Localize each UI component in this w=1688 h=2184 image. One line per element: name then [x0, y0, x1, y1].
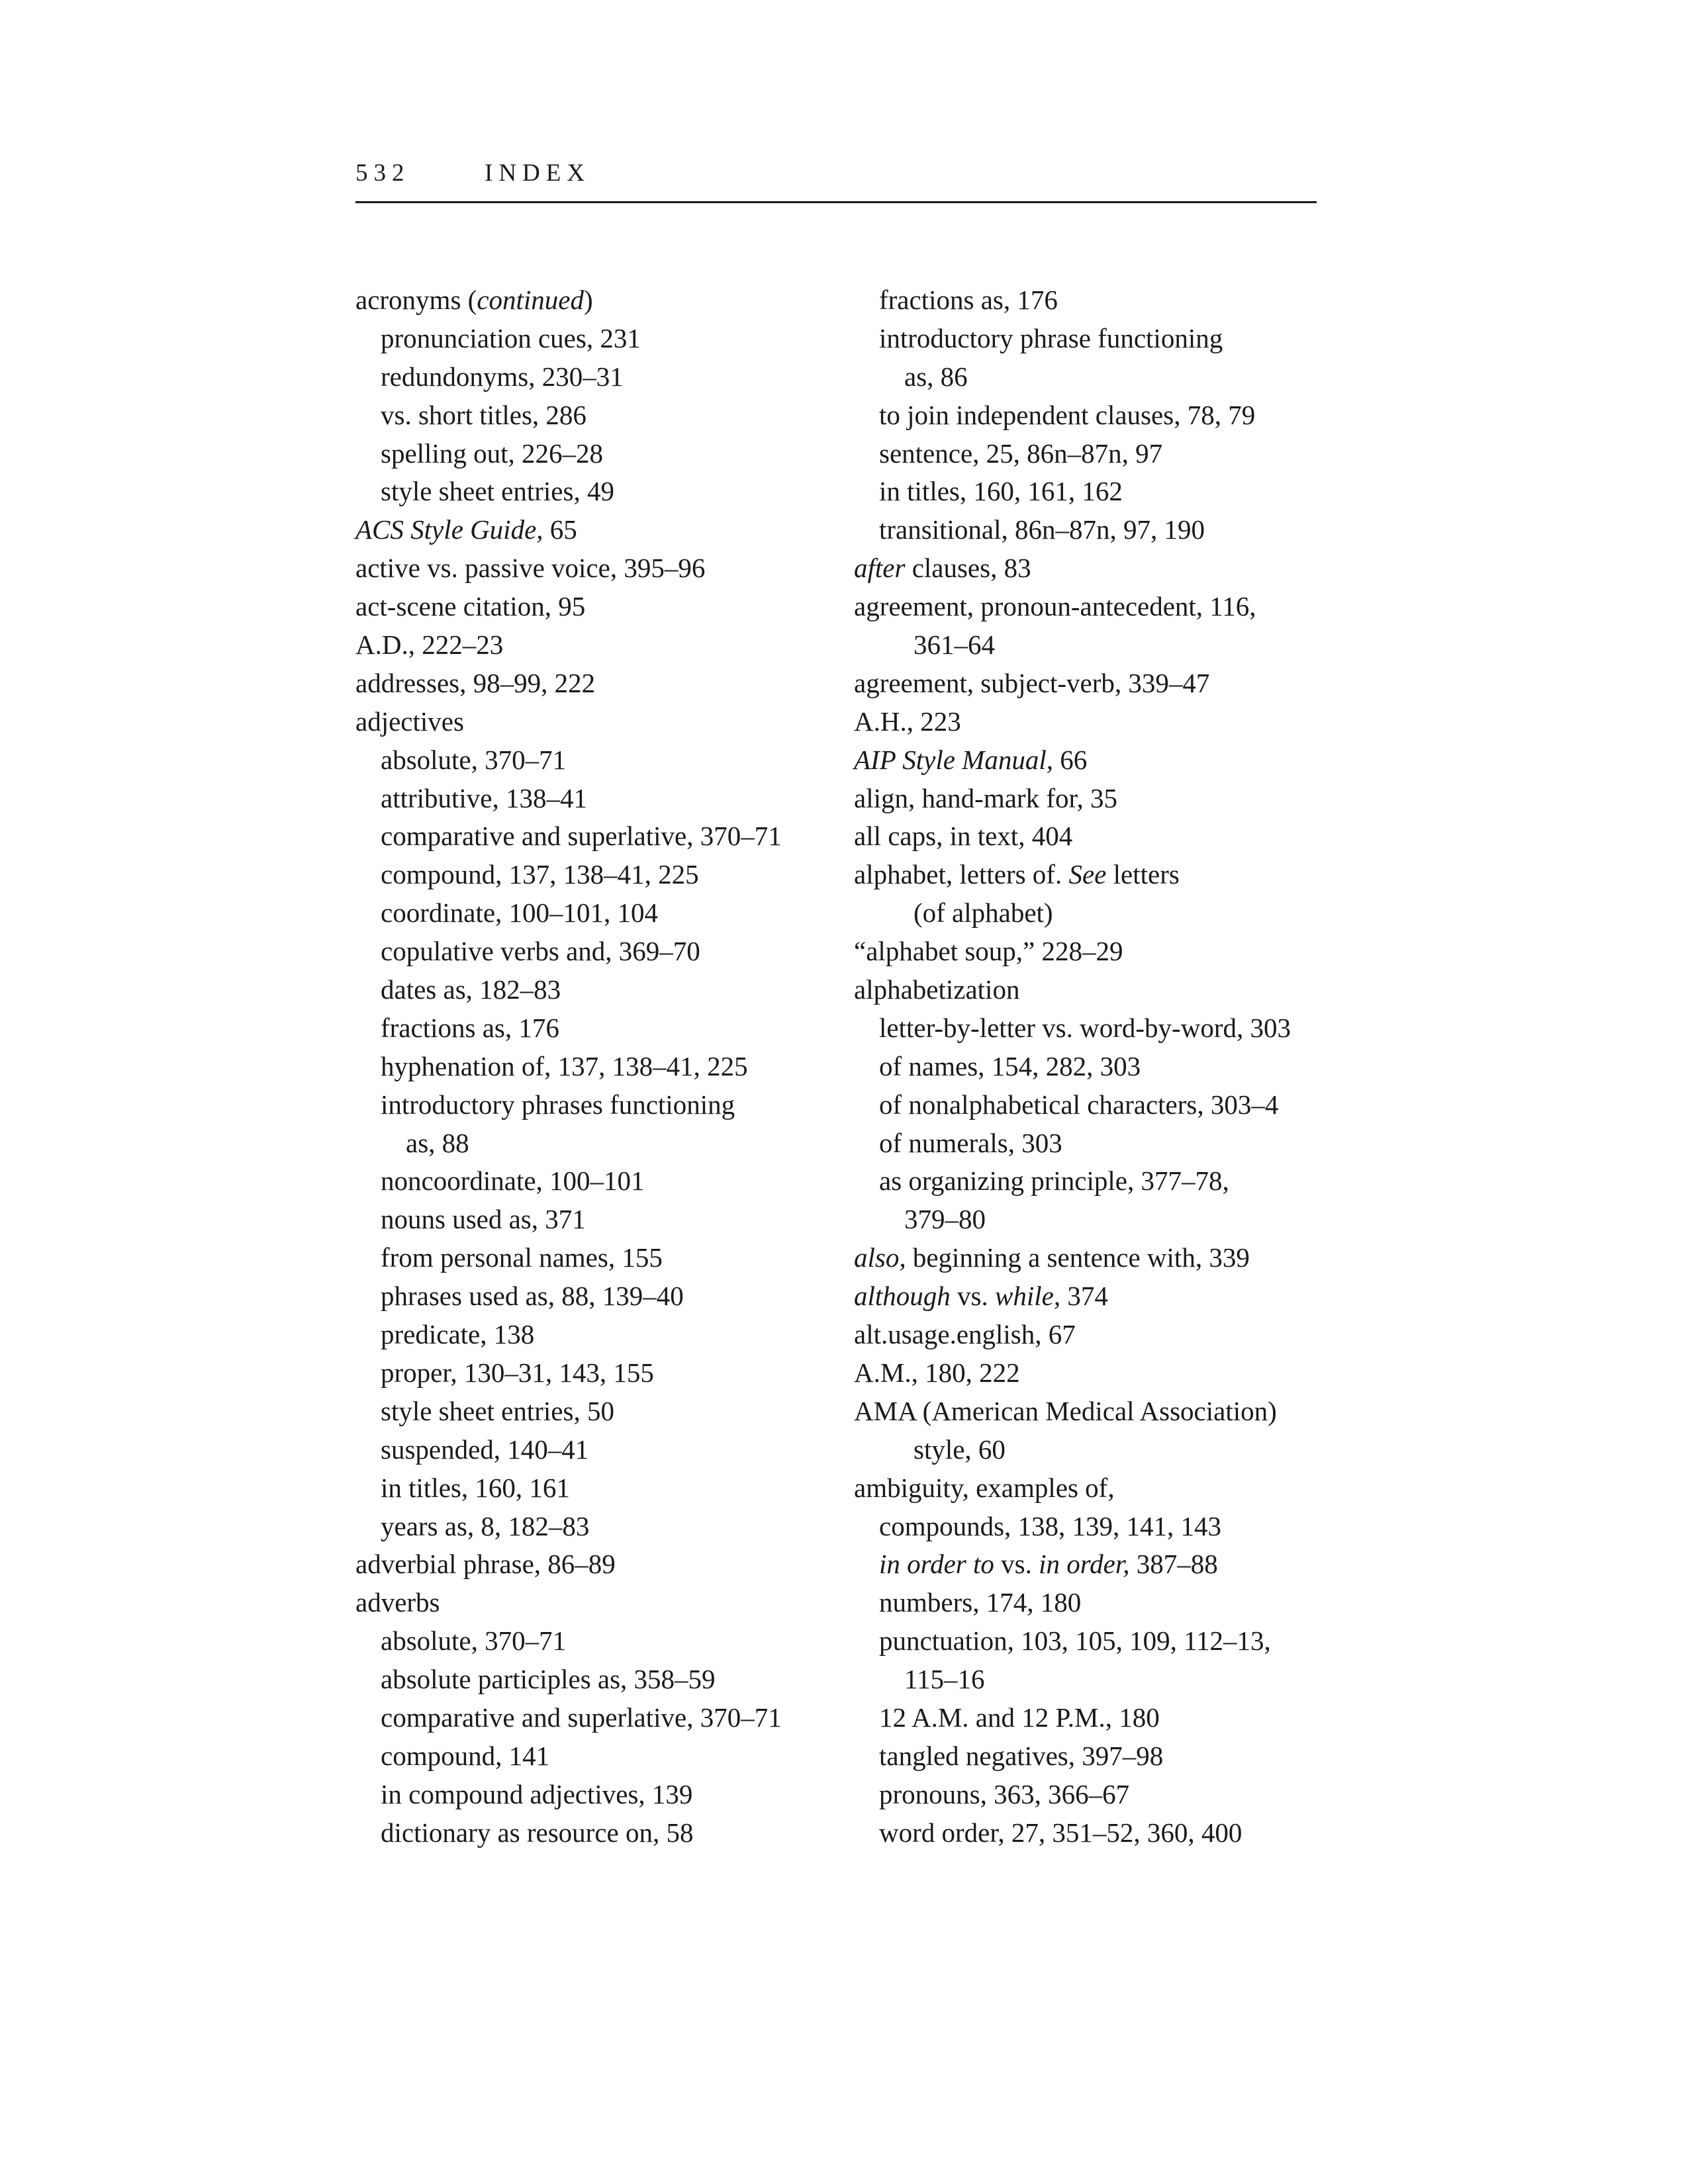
entry-text: alphabet, letters of. [854, 859, 1069, 890]
entry-text: word order, 27, 351–52, 360, 400 [879, 1817, 1243, 1848]
entry-text: in order to [879, 1549, 994, 1580]
index-subentry [355, 1086, 865, 1124]
entry-text: AIP Style Manual, [854, 744, 1053, 775]
index-subentry [355, 1814, 865, 1852]
index-subentry [355, 1124, 865, 1163]
entry-text: from personal names, 155 [381, 1242, 663, 1273]
entry-text: transitional, 86n–87n, 97, 190 [879, 514, 1205, 545]
entry-text: See [1068, 859, 1107, 890]
entry-text: all caps, in text, 404 [854, 821, 1073, 852]
index-subentry [355, 396, 865, 435]
entry-text: ) [584, 285, 593, 315]
entry-text: 115–16 [904, 1664, 985, 1695]
index-subentry [854, 1661, 1364, 1699]
index-entry [355, 664, 865, 703]
entry-text: spelling out, 226–28 [381, 437, 603, 469]
entry-text: letter-by-letter vs. word-by-word, 303 [879, 1012, 1291, 1043]
index-subentry [854, 626, 1364, 664]
entry-text: absolute, 370–71 [381, 1625, 567, 1657]
index-subentry [854, 281, 1364, 320]
index-subentry [854, 1622, 1364, 1661]
index-subentry [355, 1239, 865, 1277]
entry-text: introductory phrases functioning [381, 1089, 735, 1120]
index-entry [355, 1545, 865, 1584]
entry-text: as organizing principle, 377–78, [879, 1165, 1229, 1197]
entry-text: alphabetization [854, 974, 1020, 1005]
index-entry [854, 703, 1364, 741]
entry-text: ACS Style Guide, [355, 514, 543, 545]
entry-text: pronouns, 363, 366–67 [879, 1778, 1130, 1809]
entry-text: style, 60 [914, 1433, 1006, 1465]
index-subentry [854, 1009, 1364, 1048]
entry-text: in titles, 160, 161 [381, 1472, 570, 1503]
entry-text: introductory phrase functioning [879, 322, 1223, 353]
entry-text: numbers, 174, 180 [879, 1587, 1082, 1618]
index-subentry [854, 1508, 1364, 1546]
entry-text: of names, 154, 282, 303 [879, 1050, 1141, 1081]
index-subentry [355, 1354, 865, 1392]
entry-text: as, 86 [904, 361, 968, 392]
entry-text: after [854, 553, 906, 584]
entry-text: A.D., 222–23 [355, 629, 504, 660]
entry-text: comparative and superlative, 370–71 [381, 1702, 782, 1733]
index-subentry [355, 1661, 865, 1699]
entry-text: adjectives [355, 705, 464, 737]
index-subentry [854, 1699, 1364, 1737]
entry-text: nouns used as, 371 [381, 1204, 586, 1235]
index-subentry [355, 856, 865, 894]
entry-text: although [854, 1281, 951, 1312]
entry-text: suspended, 140–41 [381, 1433, 589, 1465]
index-subentry [355, 894, 865, 933]
entry-text: 361–64 [914, 629, 995, 660]
index-column-left [355, 281, 865, 1852]
entry-text: pronunciation cues, 231 [381, 322, 641, 353]
index-subentry [854, 1545, 1364, 1584]
index-entry [854, 933, 1364, 971]
entry-text: predicate, 138 [381, 1319, 535, 1350]
index-subentry [355, 1201, 865, 1239]
index-entry [355, 1584, 865, 1622]
entry-text: coordinate, 100–101, 104 [381, 897, 659, 929]
entry-text: style sheet entries, 50 [381, 1395, 614, 1426]
index-subentry [355, 473, 865, 511]
index-subentry [854, 1584, 1364, 1622]
entry-text: compound, 137, 138–41, 225 [381, 859, 699, 890]
entry-text: A.M., 180, 222 [854, 1357, 1020, 1388]
entry-text: punctuation, 103, 105, 109, 112–13, [879, 1625, 1271, 1657]
entry-text: agreement, pronoun-antecedent, 116, [854, 591, 1256, 622]
entry-text: 12 A.M. and 12 P.M., 180 [879, 1702, 1160, 1733]
index-subentry [355, 435, 865, 473]
entry-text: absolute participles as, 358–59 [381, 1664, 716, 1695]
index-subentry [854, 1737, 1364, 1776]
entry-text: in compound adjectives, 139 [381, 1778, 693, 1809]
entry-text: in titles, 160, 161, 162 [879, 476, 1123, 507]
entry-text: 65 [543, 514, 577, 545]
entry-text: 387–88 [1129, 1549, 1218, 1580]
index-subentry [854, 358, 1364, 396]
entry-text: also, [854, 1242, 906, 1273]
index-subentry [854, 1431, 1364, 1469]
index-entry [854, 1469, 1364, 1508]
index-subentry [355, 780, 865, 818]
index-entry [355, 281, 865, 320]
index-subentry [355, 1776, 865, 1814]
index-subentry [854, 1814, 1364, 1852]
entry-text: addresses, 98–99, 222 [355, 667, 596, 698]
index-subentry [355, 1392, 865, 1431]
entry-text: AMA (American Medical Association) [854, 1395, 1277, 1426]
entry-text: tangled negatives, 397–98 [879, 1740, 1164, 1771]
index-entry [854, 817, 1364, 856]
index-entry [854, 780, 1364, 818]
entry-text: of nonalphabetical characters, 303–4 [879, 1089, 1279, 1120]
entry-text: phrases used as, 88, 139–40 [381, 1281, 684, 1312]
index-entry [854, 1316, 1364, 1354]
index-subentry [854, 473, 1364, 511]
entry-text: absolute, 370–71 [381, 744, 567, 775]
index-subentry [854, 1086, 1364, 1124]
index-entry [854, 1392, 1364, 1431]
entry-text: vs. [994, 1549, 1039, 1580]
entry-text: years as, 8, 182–83 [381, 1510, 590, 1541]
header-rule [355, 201, 1317, 203]
entry-text: style sheet entries, 49 [381, 476, 614, 507]
entry-text: vs. short titles, 286 [381, 399, 586, 430]
entry-text: continued [477, 285, 584, 315]
section-title: INDEX [485, 159, 591, 187]
entry-text: agreement, subject-verb, 339–47 [854, 667, 1210, 698]
index-subentry [854, 894, 1364, 933]
index-entry [854, 971, 1364, 1009]
index-subentry [854, 1124, 1364, 1163]
index-subentry [854, 396, 1364, 435]
index-entry [355, 588, 865, 626]
entry-text: alt.usage.english, 67 [854, 1319, 1076, 1350]
entry-text: vs. [950, 1281, 996, 1312]
index-subentry [355, 1048, 865, 1086]
entry-text: to join independent clauses, 78, 79 [879, 399, 1256, 430]
entry-text: 379–80 [904, 1204, 986, 1235]
index-entry [355, 511, 865, 549]
entry-text: proper, 130–31, 143, 155 [381, 1357, 654, 1388]
index-subentry [355, 971, 865, 1009]
index-subentry [854, 1048, 1364, 1086]
entry-text: as, 88 [406, 1127, 469, 1158]
entry-text: act-scene citation, 95 [355, 591, 586, 622]
index-subentry [854, 435, 1364, 473]
index-subentry [355, 1737, 865, 1776]
index-entry [854, 664, 1364, 703]
entry-text: A.H., 223 [854, 705, 961, 737]
entry-text: adverbial phrase, 86–89 [355, 1549, 616, 1580]
entry-text: attributive, 138–41 [381, 782, 588, 813]
index-entry [355, 626, 865, 664]
entry-text: fractions as, 176 [381, 1012, 559, 1043]
index-subentry [355, 1622, 865, 1661]
index-subentry [355, 1316, 865, 1354]
index-column-right [854, 281, 1364, 1852]
entry-text: dictionary as resource on, 58 [381, 1817, 694, 1848]
index-subentry [854, 320, 1364, 358]
entry-text: adverbs [355, 1587, 440, 1618]
entry-text: redundonyms, 230–31 [381, 361, 624, 392]
entry-text: beginning a sentence with, 339 [906, 1242, 1250, 1273]
index-subentry [355, 817, 865, 856]
entry-text: in order, [1039, 1549, 1130, 1580]
entry-text: 66 [1053, 744, 1088, 775]
entry-text: compounds, 138, 139, 141, 143 [879, 1510, 1222, 1541]
index-subentry [355, 1431, 865, 1469]
index-entry [854, 856, 1364, 894]
entry-text: fractions as, 176 [879, 285, 1058, 315]
index-entry [854, 741, 1364, 780]
index-subentry [355, 933, 865, 971]
entry-text: comparative and superlative, 370–71 [381, 821, 782, 852]
index-subentry [355, 1162, 865, 1201]
entry-text: of numerals, 303 [879, 1127, 1062, 1158]
index-entry [854, 549, 1364, 588]
index-subentry [355, 358, 865, 396]
entry-text: while, [995, 1281, 1061, 1312]
index-subentry [355, 1469, 865, 1508]
index-subentry [355, 741, 865, 780]
page-number: 532 [355, 159, 410, 187]
index-entry [854, 1354, 1364, 1392]
index-subentry [854, 1162, 1364, 1201]
index-subentry [355, 1699, 865, 1737]
index-entry [355, 549, 865, 588]
index-entry [355, 703, 865, 741]
entry-text: active vs. passive voice, 395–96 [355, 553, 706, 584]
index-subentry [355, 1009, 865, 1048]
entry-text: 374 [1060, 1281, 1108, 1312]
index-subentry [854, 1201, 1364, 1239]
entry-text: noncoordinate, 100–101 [381, 1165, 645, 1197]
index-subentry [355, 1508, 865, 1546]
index-entry [854, 588, 1364, 626]
entry-text: copulative verbs and, 369–70 [381, 936, 700, 967]
entry-text: “alphabet soup,” 228–29 [854, 936, 1123, 967]
entry-text: ambiguity, examples of, [854, 1472, 1115, 1503]
entry-text: clauses, 83 [905, 553, 1031, 584]
index-subentry [854, 1776, 1364, 1814]
entry-text: letters [1106, 859, 1180, 890]
entry-text: hyphenation of, 137, 138–41, 225 [381, 1050, 748, 1081]
index-subentry [854, 511, 1364, 549]
index-subentry [355, 1277, 865, 1316]
index-entry [854, 1277, 1364, 1316]
entry-text: acronyms ( [355, 285, 477, 315]
entry-text: compound, 141 [381, 1740, 550, 1771]
entry-text: dates as, 182–83 [381, 974, 561, 1005]
index-entry [854, 1239, 1364, 1277]
entry-text: sentence, 25, 86n–87n, 97 [879, 437, 1163, 469]
entry-text: (of alphabet) [914, 897, 1053, 929]
index-subentry [355, 320, 865, 358]
entry-text: align, hand-mark for, 35 [854, 782, 1117, 813]
